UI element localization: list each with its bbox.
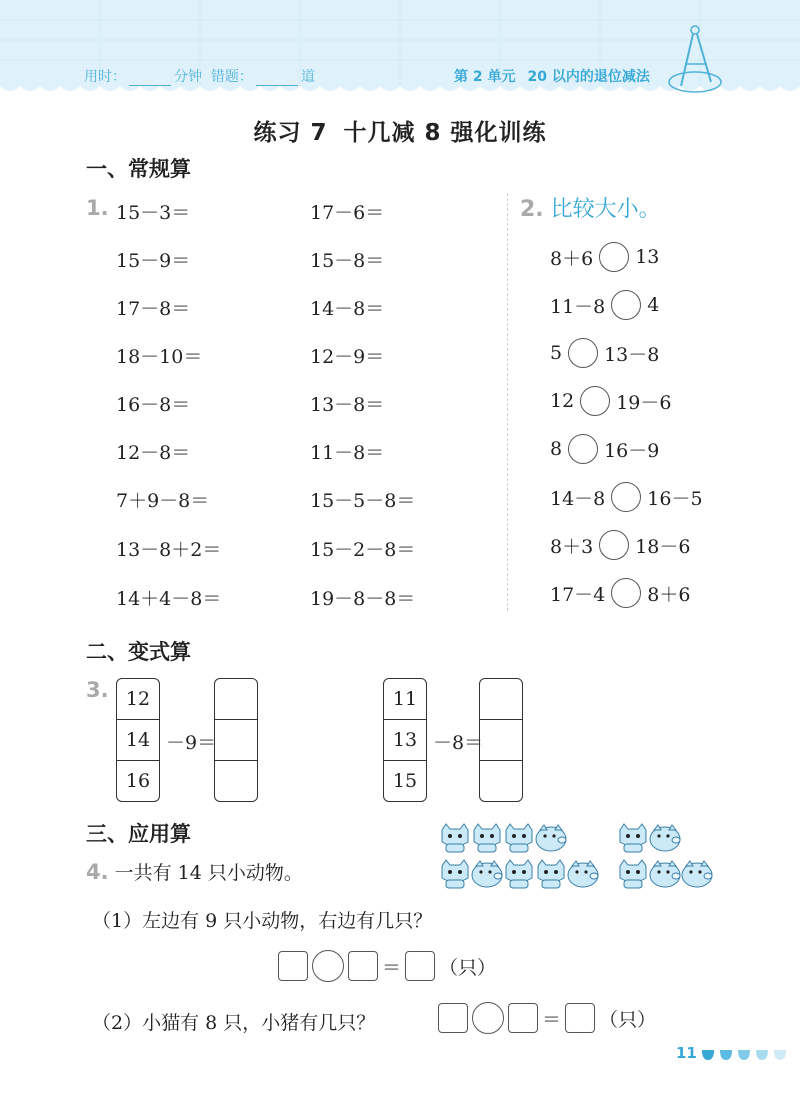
cat-icon [442,824,468,852]
compare-circle[interactable] [568,338,598,368]
cat-icon [506,824,532,852]
unit-label: （只） [439,956,497,979]
answer-cell[interactable] [215,761,257,801]
answer-cell[interactable] [215,720,257,761]
q1-equation[interactable]: 16－8＝ [116,394,191,416]
question-1-number: 1. [86,196,109,220]
pig-icon [650,861,680,887]
time-label: 用时： [84,69,126,85]
compare-right: 16－9 [604,439,660,462]
compare-circle[interactable] [568,434,598,464]
q1-equation[interactable]: 17－8＝ [116,298,191,320]
stack-value: 16 [125,770,151,792]
answer-cell[interactable] [480,761,522,801]
cat-icon [506,860,532,888]
compare-right: 16－5 [647,487,703,510]
cat-icon [538,860,564,888]
compare-row [550,338,659,368]
compare-right: 13 [635,246,660,268]
q3-right-operator: －8＝ [433,732,484,754]
compare-right: 8＋6 [647,583,691,606]
compare-circle[interactable] [611,482,641,512]
question-2-heading [520,192,661,223]
answer-cell[interactable] [480,679,522,720]
question-4-intro [86,858,303,885]
compare-left: 14－8 [550,487,606,510]
question-3-number: 3. [86,678,109,702]
cat-icon [474,824,500,852]
compare-left: 8 [550,438,563,460]
section-heading-3: 三、应用算 [86,822,191,846]
cat-icon [620,860,646,888]
section-heading-2: 二、变式算 [86,640,191,664]
q1-equation[interactable]: 12－9＝ [310,346,385,368]
stack-value: 12 [117,679,159,720]
compass-icon [655,20,735,100]
compare-left: 8＋3 [550,535,594,558]
answer-box[interactable] [278,951,308,981]
pig-icon [568,861,598,887]
equals-sign: ＝ [382,956,402,979]
answer-cell[interactable] [480,720,522,761]
operator-circle[interactable] [472,1002,504,1034]
compare-right: 4 [647,294,660,316]
unit-label: 第 2 单元 [454,69,516,85]
stack-value: 13 [384,720,426,761]
q1-equation[interactable]: 15－2－8＝ [310,539,416,561]
compare-left: 11－8 [550,295,606,318]
question-2-title: 比较大小。 [550,197,661,222]
q1-equation[interactable]: 15－3＝ [116,202,191,224]
error-label: 错题： [210,69,253,85]
q1-equation[interactable]: 15－9＝ [116,250,191,272]
compare-right: 13－8 [604,343,660,366]
unit-info [454,66,662,86]
compare-row [550,386,671,416]
section-heading-1: 一、常规算 [86,157,191,181]
compare-row [550,434,659,464]
q1-equation[interactable]: 11－8＝ [310,442,385,464]
compare-left: 17－4 [550,583,606,606]
cat-icon [620,824,646,852]
q3-right-answer-stack [479,678,523,802]
compare-circle[interactable] [611,290,641,320]
compare-row [550,530,690,560]
equals-sign: ＝ [542,1008,562,1031]
minute-label: 分钟 [174,69,202,85]
answer-box[interactable] [348,951,378,981]
question-4-part-2: （2）小猫有 8 只，小猪有几只？ [92,1012,376,1034]
q3-left-operator: －9＝ [166,732,217,754]
compare-left: 12 [550,390,575,412]
pig-icon [650,825,680,851]
compare-row [550,242,659,272]
page-number: 11 [676,1044,697,1062]
compare-left: 8＋6 [550,247,594,270]
compare-circle[interactable] [611,578,641,608]
answer-box[interactable] [438,1003,468,1033]
animals-illustration [436,822,736,892]
unit-title: 20 以内的退位减法 [527,69,650,85]
q1-equation[interactable]: 12－8＝ [116,442,191,464]
q3-right-operand-stack [383,678,427,802]
time-error-record [84,66,315,86]
equation-frame-2 [438,1002,660,1034]
question-4-text: 一共有 14 只小动物。 [114,862,303,884]
q1-equation[interactable]: 7＋9－8＝ [116,490,210,512]
pig-icon [682,861,712,887]
cat-icon [442,860,468,888]
q1-equation[interactable]: 15－5－8＝ [310,490,416,512]
q1-equation[interactable]: 13－8＝ [310,394,385,416]
question-4-part-1: （1）左边有 9 只小动物，右边有几只？ [92,910,433,932]
compare-row [550,482,703,512]
stack-value: 11 [384,679,426,720]
compare-row [550,290,659,320]
compare-left: 5 [550,342,563,364]
equation-frame-1 [278,950,500,982]
answer-box[interactable] [508,1003,538,1033]
compare-circle[interactable] [580,386,610,416]
stack-value: 15 [392,770,418,792]
pig-icon [472,861,502,887]
compare-circle[interactable] [599,530,629,560]
question-2-number: 2. [520,197,544,222]
compare-circle[interactable] [599,242,629,272]
compare-right: 19－6 [616,391,672,414]
q1-equation[interactable]: 15－8＝ [310,250,385,272]
water-drop-icon [700,1046,790,1062]
unit-label: （只） [599,1008,657,1031]
q1-equation[interactable]: 14－8＝ [310,298,385,320]
q3-left-answer-stack [214,678,258,802]
stack-value: 14 [117,720,159,761]
answer-cell[interactable] [215,679,257,720]
column-divider [507,193,508,611]
q1-equation[interactable]: 14＋4－8＝ [116,588,222,610]
answer-box[interactable] [565,1003,595,1033]
page-header [0,0,800,100]
error-blank[interactable] [256,71,298,86]
answer-box[interactable] [405,951,435,981]
lesson-topic: 十几减 8 强化训练 [343,120,547,146]
lesson-label: 练习 7 [253,120,328,146]
q1-equation[interactable]: 19－8－8＝ [310,588,416,610]
page-title [0,114,800,147]
q3-left-operand-stack [116,678,160,802]
compare-row [550,578,690,608]
count-unit: 道 [300,69,315,85]
q1-equation[interactable]: 17－6＝ [310,202,385,224]
operator-circle[interactable] [312,950,344,982]
question-4-number: 4. [86,860,109,884]
time-blank[interactable] [129,71,171,86]
q1-equation[interactable]: 13－8＋2＝ [116,539,222,561]
q1-equation[interactable]: 18－10＝ [116,346,203,368]
pig-icon [536,825,566,851]
compare-right: 18－6 [635,535,691,558]
